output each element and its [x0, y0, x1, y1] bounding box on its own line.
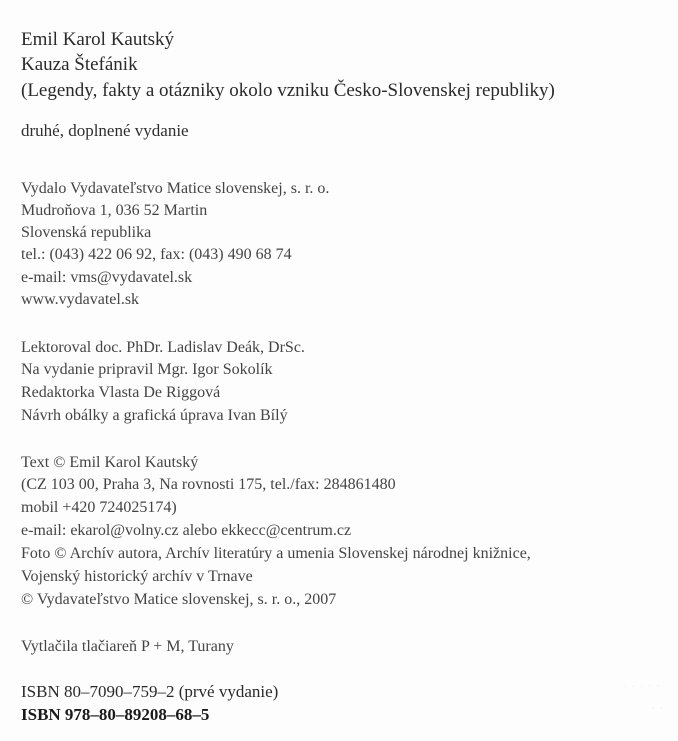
credit-design: Návrh obálky a grafická úprava Ivan Bílý	[21, 407, 288, 424]
publisher-phone: tel.: (043) 422 06 92, fax: (043) 490 68 74	[21, 246, 292, 263]
scan-artifact: · ·	[651, 704, 665, 713]
copyright-text: Text © Emil Karol Kautský	[21, 454, 199, 471]
copyright-author-email: e-mail: ekarol@volny.cz alebo ekkecc@centrum.cz	[21, 522, 352, 539]
printer-line: Vytlačila tlačiareň P + M, Turany	[21, 638, 234, 655]
credit-reviewer: Lektoroval doc. PhDr. Ladislav Deák, DrSc.	[21, 339, 305, 356]
copyright-photo-1: Foto © Archív autora, Archív literatúry a umenia Slovenskej národnej knižnice,	[21, 545, 531, 562]
book-title: Kauza Štefánik	[21, 54, 138, 75]
publisher-web: www.vydavatel.sk	[21, 291, 140, 308]
credit-editor: Redaktorka Vlasta De Riggová	[21, 384, 221, 401]
author-name: Emil Karol Kautský	[21, 29, 175, 50]
publisher-country: Slovenská republika	[21, 224, 152, 241]
copyright-author-address: (CZ 103 00, Praha 3, Na rovnosti 175, tel./fax: 284861480	[21, 476, 396, 493]
book-subtitle: (Legendy, fakty a otázniky okolo vzniku Česko-Slovenskej republiky)	[21, 80, 555, 101]
copyright-publisher: © Vydavateľstvo Matice slovenskej, s. r. o., 2007	[21, 591, 337, 608]
copyright-photo-2: Vojenský historický archív v Trnave	[21, 568, 253, 585]
isbn-second: ISBN 978–80–89208–68–5	[21, 705, 210, 724]
copyright-author-mobile: mobil +420 724025174)	[21, 499, 177, 516]
scan-artifact: · · · · ·	[623, 682, 662, 691]
credit-prepared: Na vydanie pripravil Mgr. Igor Sokolík	[21, 361, 273, 378]
publisher-line: Vydalo Vydavateľstvo Matice slovenskej, s. r. o.	[21, 180, 330, 197]
edition-label: druhé, doplnené vydanie	[21, 121, 189, 140]
isbn-first: ISBN 80–7090–759–2 (prvé vydanie)	[21, 682, 279, 701]
publisher-address: Mudroňova 1, 036 52 Martin	[21, 202, 208, 219]
publisher-email: e-mail: vms@vydavatel.sk	[21, 269, 193, 286]
